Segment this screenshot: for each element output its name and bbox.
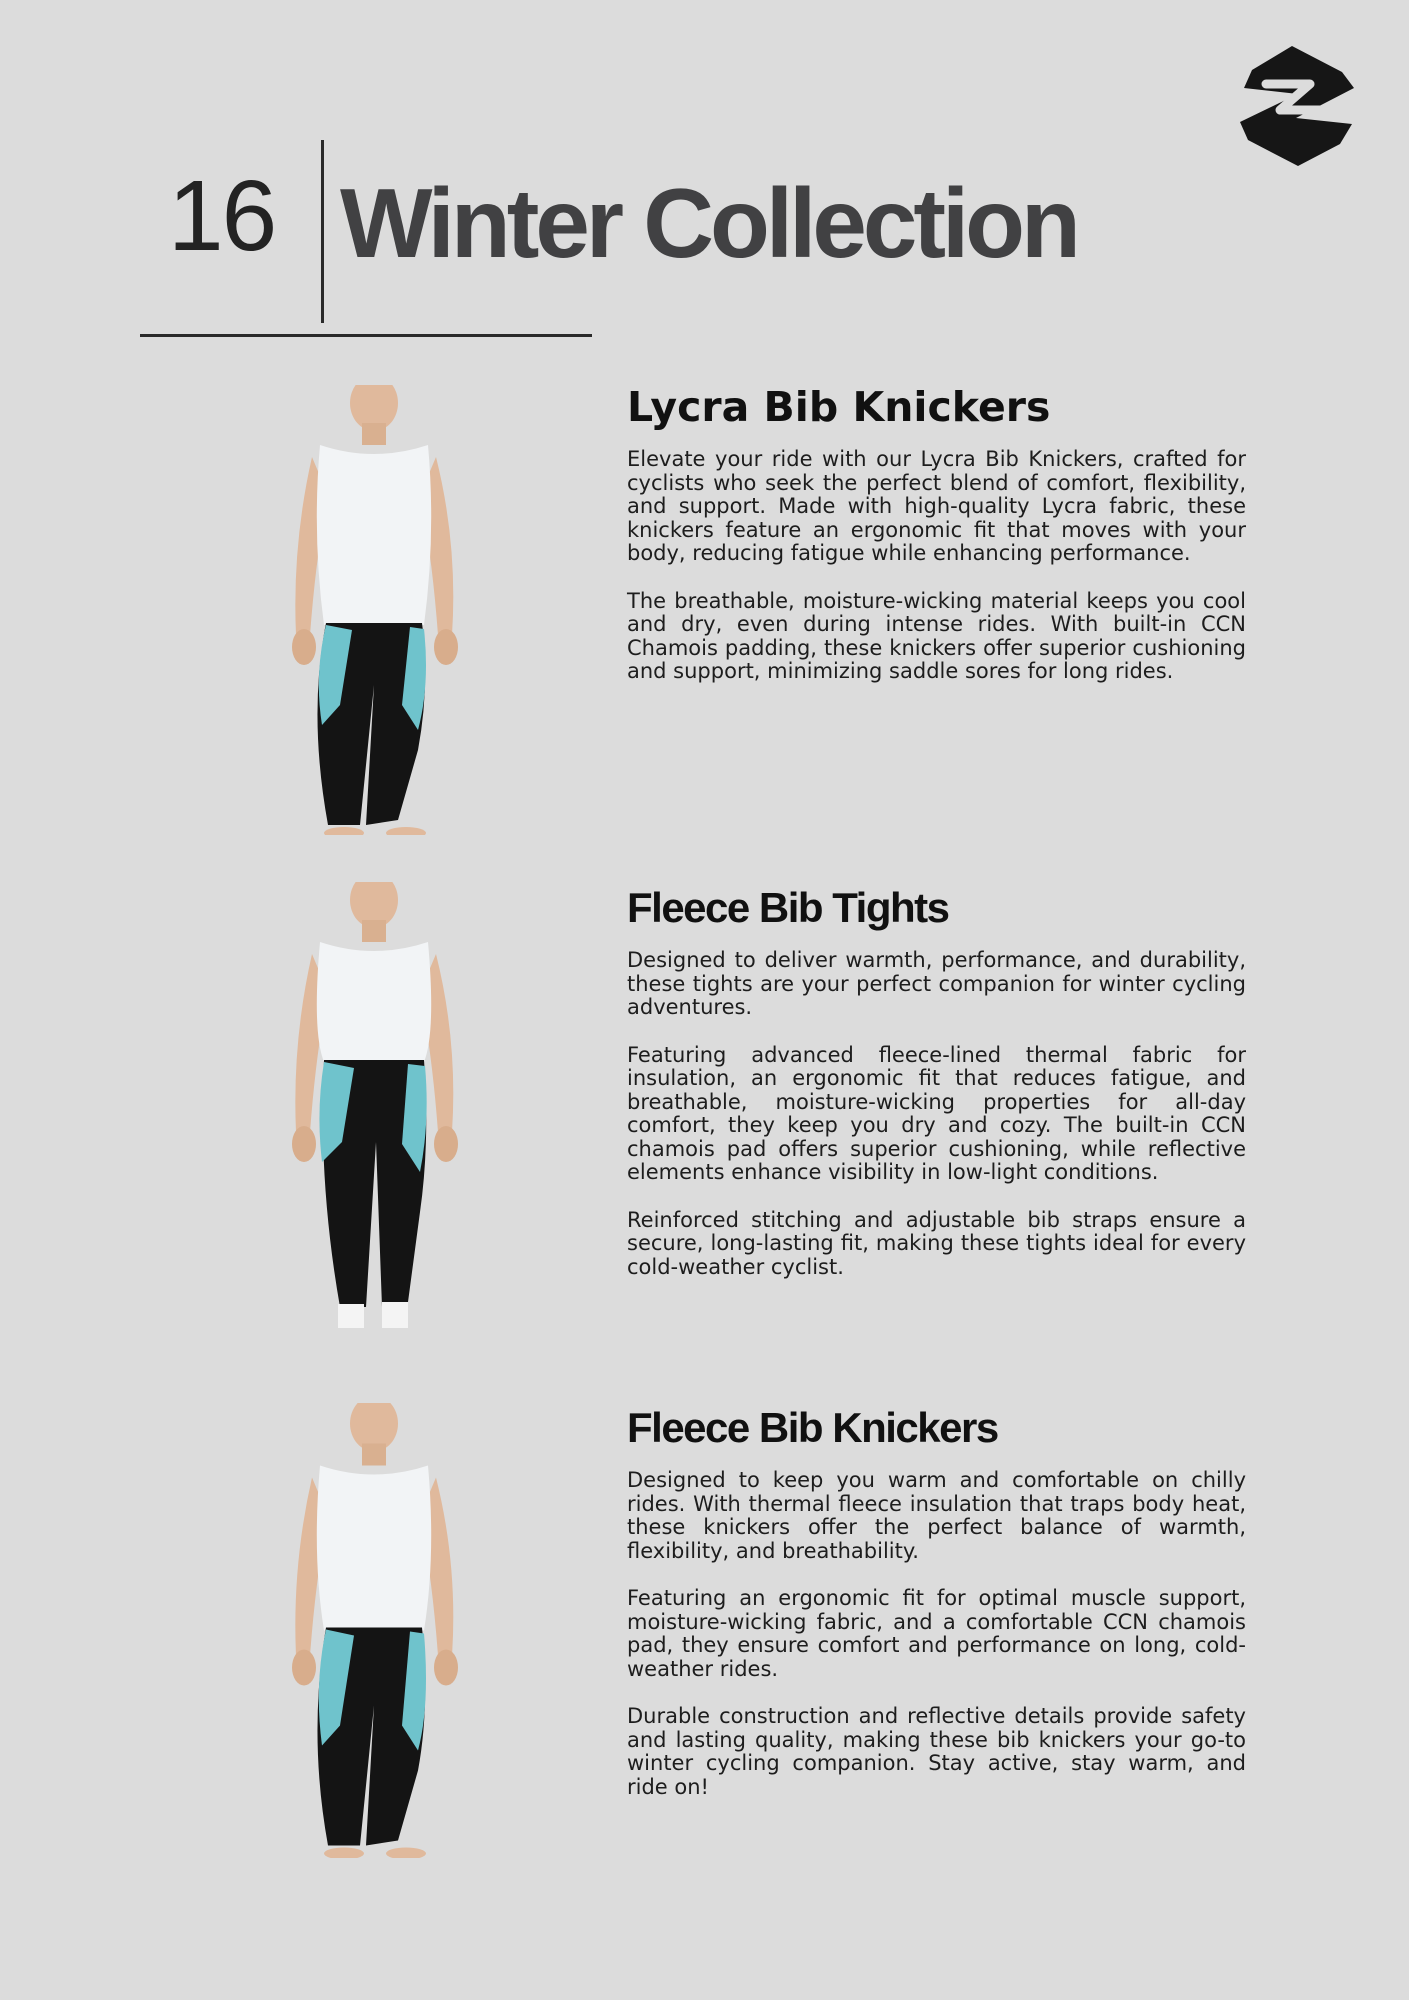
- product-name: Fleece Bib Knickers: [627, 1404, 998, 1451]
- product-paragraph: Designed to deliver warmth, performance, and durability, these tights are your perfect companion for winter cycling adventures.: [627, 948, 1246, 1020]
- page-number: 16: [168, 160, 276, 272]
- product-name: Fleece Bib Tights: [627, 884, 949, 931]
- cyclist-bib-knickers-image: [270, 385, 480, 835]
- cyclist-bib-knickers-image: [270, 1403, 480, 1858]
- product-description: [627, 885, 1246, 1303]
- product-paragraph: Designed to keep you warm and comfortable on chilly rides. With thermal fleece insulation that traps body heat, these knickers offer the perfect balance of warmth, flexibility, and breathability.: [627, 1468, 1246, 1563]
- product-paragraph: Durable construction and reflective details provide safety and lasting quality, making these bib knickers your go-to winter cycling companion. Stay active, stay warm, and ride on!: [627, 1704, 1246, 1799]
- cyclist-bib-tights-image: [270, 882, 480, 1332]
- product-paragraph: Reinforced stitching and adjustable bib straps ensure a secure, long-lasting fit, making these tights ideal for every cold-weather cyclist.: [627, 1207, 1246, 1279]
- product-description: [627, 385, 1246, 708]
- product-paragraph: Featuring an ergonomic fit for optimal muscle support, moisture-wicking fabric, and a comfortable CCN chamois pad, they ensure comfort and performance on long, cold-weather rides.: [627, 1586, 1246, 1681]
- header-vertical-divider: [321, 140, 324, 323]
- product-paragraph: Featuring advanced fleece-lined thermal fabric for insulation, an ergonomic fit that reduces fatigue, and breathable, moisture-wicking properties for all-day comfort, they keep you dry and cozy. The built-in CCN chamois pad offers superior cushioning, while reflective elements enhance visibility in low-light conditions.: [627, 1042, 1246, 1185]
- product-description: [627, 1405, 1246, 1823]
- product-name: Lycra Bib Knickers: [627, 383, 1051, 431]
- page-title: Winter Collection: [340, 168, 1077, 278]
- header-horizontal-divider: [140, 334, 592, 337]
- product-paragraph: Elevate your ride with our Lycra Bib Knickers, crafted for cyclists who seek the perfect blend of comfort, flexibility, and support. Made with high-quality Lycra fabric, these knickers feature an ergonomic fit that moves with your body, reducing fatigue while enhancing performance.: [627, 447, 1246, 566]
- brand-logo-icon: [1236, 44, 1360, 168]
- product-paragraph: The breathable, moisture-wicking material keeps you cool and dry, even during intense rides. With built-in CCN Chamois padding, these knickers offer superior cushioning and support, minimizing saddle sores for long rides.: [627, 588, 1246, 684]
